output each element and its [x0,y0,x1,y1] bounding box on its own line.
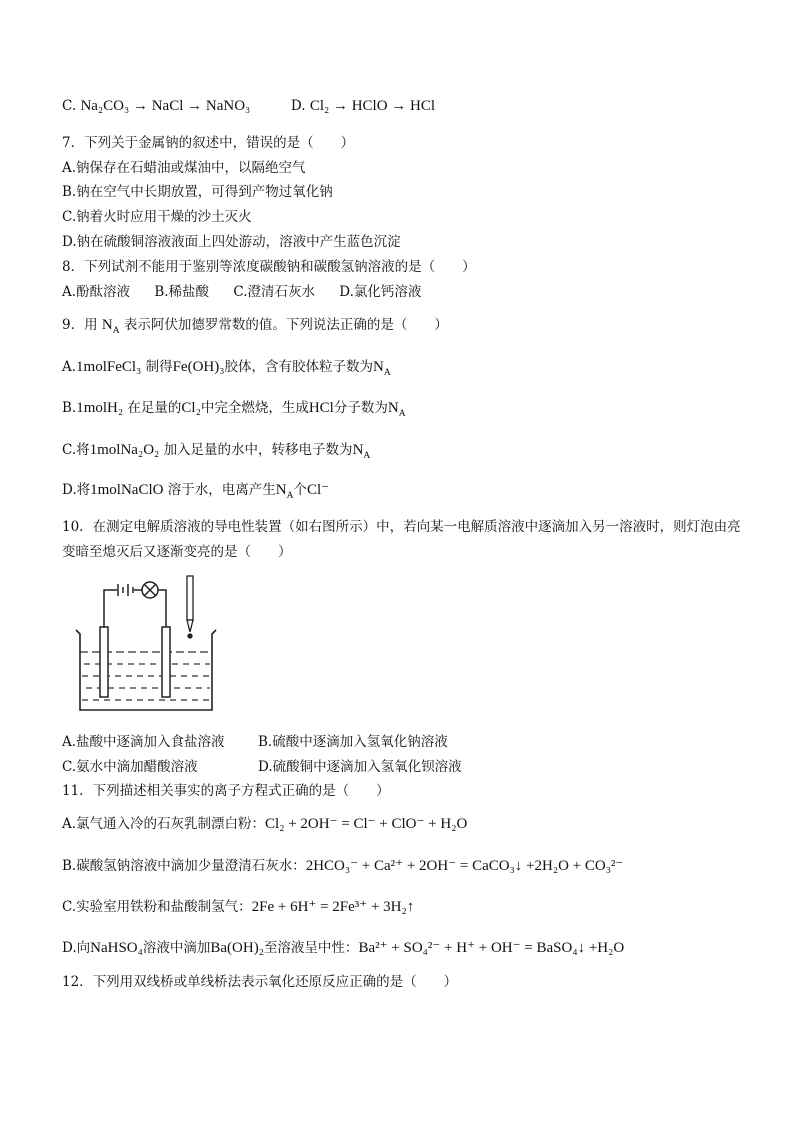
question-10: 10．在测定电解质溶液的导电性装置（如右图所示）中，若向某一电解质溶液中逐滴加入另一溶液时，则灯泡由亮变暗至熄灭后又逐渐变亮的是（ ） [62,519,741,560]
option-10c: C.氨水中滴加醋酸溶液 [62,759,198,775]
formula: $N_A$ [372,359,391,378]
conductivity-apparatus-diagram [62,572,242,722]
electrode-left [100,627,108,697]
electrode-right [162,627,170,697]
options-8 [62,283,421,301]
beaker [76,630,216,710]
option-9c: C.将1molNa₂O₂ 加入足量的水中，转移电子数为$N_A$ [62,442,371,461]
formula: Ba(OH)₂ [210,940,264,956]
option-8d: D.氯化钙溶液 [339,284,422,300]
option-9b: B.1molH₂ 在足量的Cl₂中完全燃烧，生成HCl分子数为$N_A$ [62,400,406,419]
question-12: 12．下列用双线桥或单线桥法表示氧化还原反应正确的是（ ） [62,974,458,990]
options-10-row2 [62,758,462,776]
equation: Cl₂ + 2OH⁻ = Cl⁻ + ClO⁻ + H₂O [265,816,468,832]
question-11: 11．下列描述相关事实的离子方程式正确的是（ ） [62,783,390,799]
option-7b: B.钠在空气中长期放置，可得到产物过氧化钠 [62,184,333,200]
option-7c: C.钠着火时应用干燥的沙土灭火 [62,209,252,225]
option-11d: D.向NaHSO₄溶液中滴加Ba(OH)₂至溶液呈中性：Ba²⁺ + SO₄²⁻ + H⁺ + OH⁻ = BaSO₄↓ +H₂O [62,940,625,956]
option-7d: D.钠在硫酸铜溶液液面上四处游动，溶液中产生蓝色沉淀 [62,234,401,250]
formula: Cl₂ → HClO → HCl [309,98,436,114]
formula: $N_A$ [275,482,294,501]
option-10d: D.硫酸铜中逐滴加入氢氧化钡溶液 [258,759,462,775]
question-7: 7．下列关于金属钠的叙述中，错误的是（ ） [62,135,355,151]
option-label: D. [290,98,306,114]
wire-right [158,590,166,627]
electrodes [100,627,170,697]
formula: 1molFeCl₃ [76,359,142,375]
option-8a: A.酚酞溶液 [62,284,131,300]
option-label: C. [62,98,77,114]
formula: Cl⁻ [307,482,330,498]
formula: 1molNaClO [90,482,164,498]
options-10-row1 [62,733,448,751]
equation: 2Fe + 6H⁺ = 2Fe³⁺ + 3H₂↑ [251,899,415,915]
equation: 2HCO₃⁻ + Ca²⁺ + 2OH⁻ = CaCO₃↓ +2H₂O + CO₃²⁻ [305,858,624,874]
question-8: 8．下列试剂不能用于鉴别等浓度碳酸钠和碳酸氢钠溶液的是（ ） [62,259,476,275]
option-6c [62,97,435,115]
formula: Fe(OH)₃ [172,359,225,375]
wire-left [104,590,117,627]
option-9a: A.1molFeCl₃ 制得Fe(OH)₃胶体，含有胶体粒子数为$N_A$ [62,359,391,378]
formula: HCl [308,400,334,416]
option-8c: C.澄清石灰水 [233,284,315,300]
option-8b: B.稀盐酸 [154,284,210,300]
option-11a: A.氯气通入冷的石灰乳制漂白粉：Cl₂ + 2OH⁻ = Cl⁻ + ClO⁻ + H₂O [62,816,468,832]
formula: $N_A$ [352,442,371,461]
option-11c: C.实验室用铁粉和盐酸制氢气：2Fe + 6H⁺ = 2Fe³⁺ + 3H₂↑ [62,899,415,915]
formula: Cl₂ [181,400,201,416]
formula: 1molNa₂O₂ [89,442,160,458]
option-9d: D.将1molNaClO 溶于水，电离产生$N_A$个Cl⁻ [62,482,330,501]
formula: $N_A$ [101,317,120,336]
formula: NaHSO₄ [90,940,143,956]
formula: 1molH₂ [76,400,124,416]
option-7a: A.钠保存在石蜡油或煤油中，以隔绝空气 [62,160,306,176]
option-11b: B.碳酸氢钠溶液中滴加少量澄清石灰水：2HCO₃⁻ + Ca²⁺ + 2OH⁻ = CaCO₃↓ +2H₂O + CO₃²⁻ [62,858,624,874]
option-10b: B.硫酸中逐滴加入氢氧化钠溶液 [258,734,448,750]
equation: Ba²⁺ + SO₄²⁻ + H⁺ + OH⁻ = BaSO₄↓ +H₂O [358,940,625,956]
formula: Na₂CO₃ → NaCl → NaNO₃ [80,98,251,114]
option-10a: A.盐酸中逐滴加入食盐溶液 [62,734,225,750]
question-9: 9．用 $N_A$ 表示阿伏加德罗常数的值。下列说法正确的是（ ） [62,317,448,336]
dropper-icon [187,576,193,638]
formula: $N_A$ [387,400,406,419]
battery-icon [118,584,133,596]
bulb-icon [142,582,158,598]
